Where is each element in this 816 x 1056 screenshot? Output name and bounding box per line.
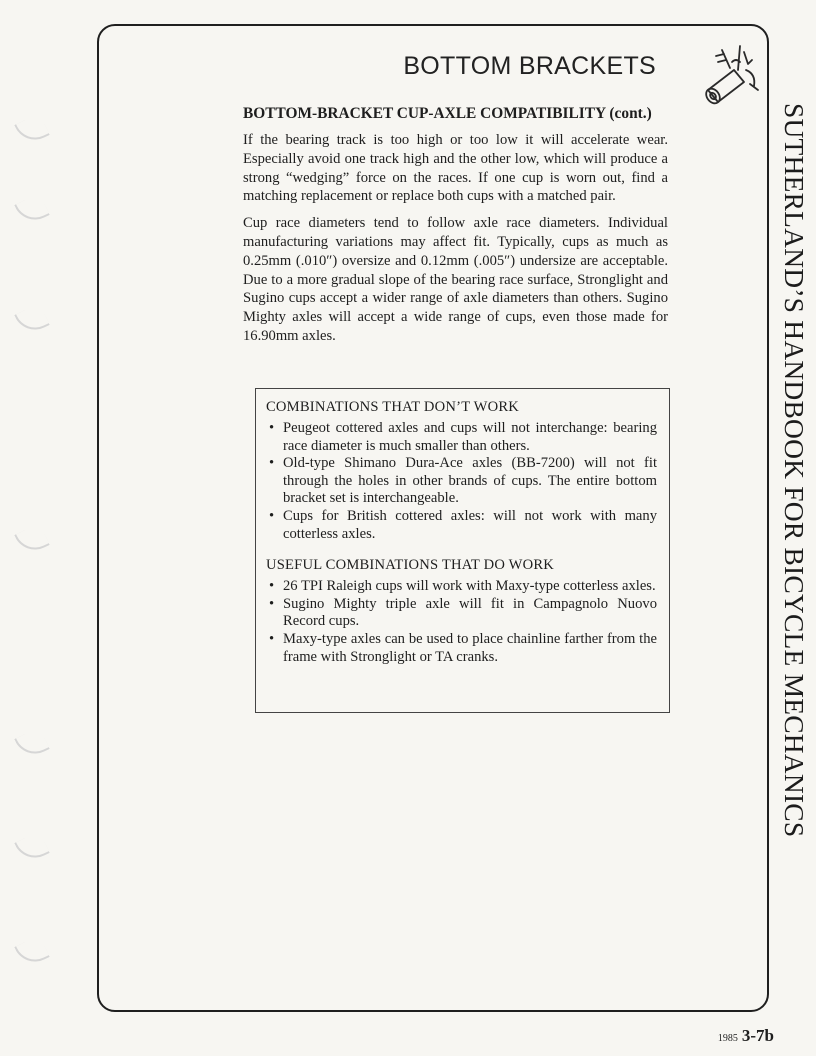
side-running-title [773,102,815,838]
do-work-list [266,578,657,666]
page-title: BOTTOM BRACKETS [403,52,656,80]
punch-hole-mark [14,523,50,557]
page-number [718,1026,774,1046]
list-item: • Cups for British cottered axles: will not work with many cotterless axles. [266,508,657,543]
page-code: 3-7b [741,1026,774,1045]
combinations-box [255,388,670,713]
punch-hole-mark [14,727,50,761]
punch-hole-mark [14,113,50,147]
punch-hole-mark [14,831,50,865]
punch-hole-mark [14,193,50,227]
list-item: • Old-type Shimano Dura-Ace axles (BB-7200) will not fit through the holes in other brands of cups. The entire bottom bracket set is interchangeable. [266,455,657,508]
bottom-bracket-tools-icon [694,40,762,108]
list-item: • Maxy-type axles can be used to place chainline farther from the frame with Stronglight or TA cranks. [266,631,657,666]
main-content [243,105,668,354]
punch-hole-mark [14,935,50,969]
paragraph-cup-race-diameters: Cup race diameters tend to follow axle race diameters. Individual manufacturing variations may affect fit. Typically, cups as much as 0.25mm (.010″) oversize and 0.12mm (.005″) undersize are acceptable. Due to a more gradual slope of the bearing race surface, Stronglight and Sugino cups accept a wider range of axle diameters than others. Sugino Mighty axles will accept a wide range of cups, even those made for 16.90mm axles. [243,215,668,344]
list-item: • Sugino Mighty triple axle will fit in Campagnolo Nuovo Record cups. [266,596,657,631]
paragraph-bearing-track: If the bearing track is too high or too low it will accelerate wear. Especially avoid one track high and the other low, which will produce a strong “wedging” force on the races. If one cup is worn out, find a matching replacement or replace both cups with a matched pair. [243,132,668,205]
punch-hole-mark [14,303,50,337]
dont-work-list [266,420,657,543]
page-year: 1985 [717,1033,738,1044]
list-item: • Peugeot cottered axles and cups will not interchange: bearing race diameter is much smaller than others. [266,420,657,455]
dont-work-heading: COMBINATIONS THAT DON’T WORK [266,399,520,415]
side-title-text: SUTHERLAND’S HANDBOOK FOR BICYCLE MECHANICS [779,102,810,838]
section-subheading: BOTTOM-BRACKET CUP-AXLE COMPATIBILITY (cont.) [243,105,652,122]
list-item: • 26 TPI Raleigh cups will work with Maxy-type cotterless axles. [266,578,657,596]
do-work-heading: USEFUL COMBINATIONS THAT DO WORK [266,557,555,574]
